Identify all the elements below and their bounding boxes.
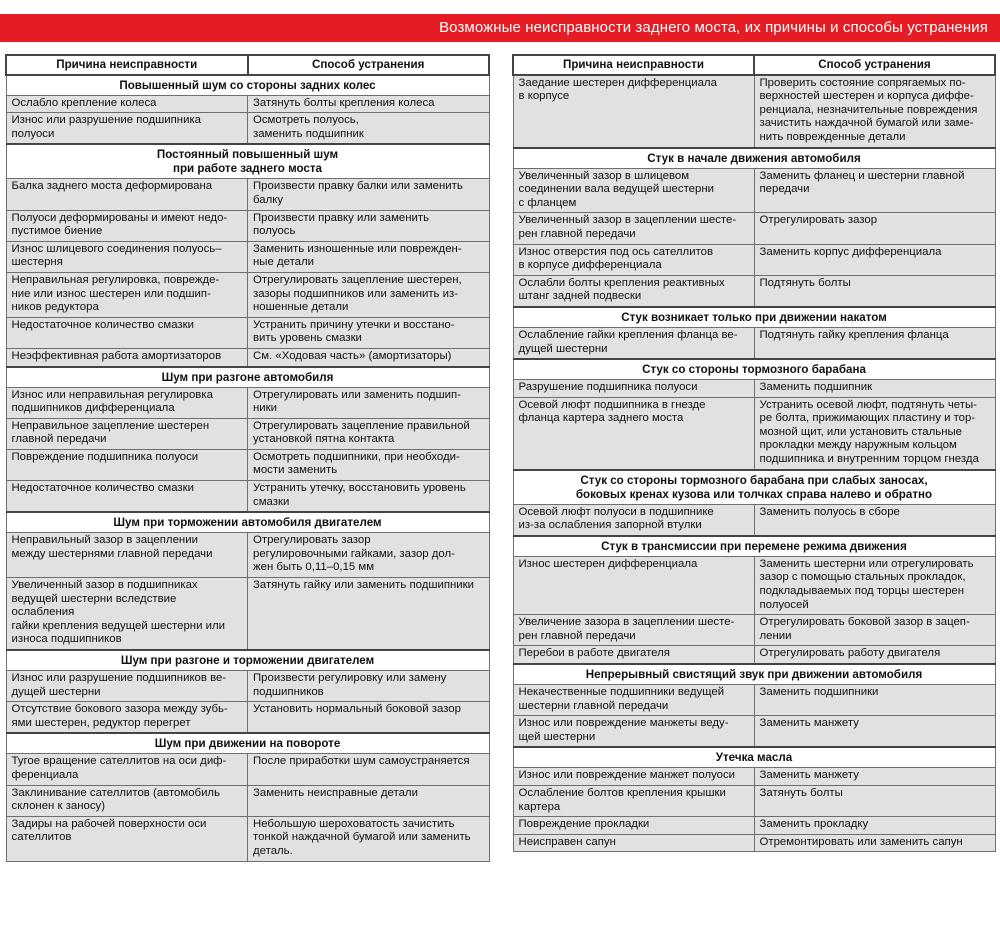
table-row — [6, 418, 489, 449]
fix-column-header: Способ устранения — [754, 55, 995, 75]
table-row — [513, 213, 995, 244]
cause-cell: Увеличенный зазор в подшипниках ведущей шестерни вследствие ослабления гайки крепления ведущей шестерни или износа подшипников — [6, 578, 248, 650]
fix-cell: Произвести правку или заменить полуось — [248, 210, 490, 241]
section-title-row — [6, 512, 489, 533]
fix-cell: Устранить осевой люфт, подтянуть четы- ре болта, прижимающих пластину и тор- мозной щит, или установить стальные прокладки между наружным кольцом подшипника и внутренним торцом гнезда — [754, 397, 995, 469]
cause-cell: Заедание шестерен дифференциала в корпусе — [513, 75, 754, 148]
section-title-row — [6, 650, 489, 671]
section-title-row — [6, 367, 489, 388]
cause-cell: Неправильный зазор в зацеплении между шестернями главной передачи — [6, 533, 248, 578]
table-row — [513, 275, 995, 307]
section-title-row — [513, 359, 995, 380]
fix-cell: Затянуть гайку или заменить подшипники — [248, 578, 490, 650]
fix-cell: Отрегулировать или заменить подшип- ники — [248, 387, 490, 418]
cause-cell: Задиры на рабочей поверхности оси сателлитов — [6, 816, 248, 861]
table-row — [513, 75, 995, 148]
section-title: Шум при разгоне автомобиля — [6, 367, 489, 388]
cause-cell: Разрушение подшипника полуоси — [513, 380, 754, 398]
cause-cell: Износ или разрушение подшипника полуоси — [6, 113, 248, 145]
fix-cell: Подтянуть гайку крепления фланца — [754, 327, 995, 359]
table-row — [513, 380, 995, 398]
fix-cell: Произвести правку балки или заменить балку — [248, 179, 490, 210]
section-title-row — [513, 664, 995, 685]
cause-cell: Недостаточное количество смазки — [6, 481, 248, 513]
table-row — [513, 327, 995, 359]
section-title: Утечка масла — [513, 747, 995, 768]
fix-cell: Заменить фланец и шестерни главной передачи — [754, 168, 995, 213]
section-title-row — [513, 307, 995, 328]
section-title-row — [6, 733, 489, 754]
section-title-row — [513, 148, 995, 169]
table-row — [513, 168, 995, 213]
cause-cell: Заклинивание сателлитов (автомобиль склонен к заносу) — [6, 785, 248, 816]
cause-cell: Ослабли болты крепления реактивных штанг задней подвески — [513, 275, 754, 307]
table-row — [6, 671, 489, 702]
table-row — [6, 816, 489, 861]
fix-cell: Устранить утечку, восстановить уровень смазки — [248, 481, 490, 513]
fix-cell: Осмотреть полуось, заменить подшипник — [248, 113, 490, 145]
section-title: Стук в начале движения автомобиля — [513, 148, 995, 169]
table-row — [6, 179, 489, 210]
fix-cell: Установить нормальный боковой зазор — [248, 702, 490, 734]
table-row — [6, 754, 489, 785]
section-title-row — [513, 470, 995, 505]
table-row — [6, 533, 489, 578]
cause-cell: Балка заднего моста деформирована — [6, 179, 248, 210]
cause-cell: Повреждение подшипника полуоси — [6, 449, 248, 480]
section-title: Стук со стороны тормозного барабана — [513, 359, 995, 380]
fix-cell: См. «Ходовая часть» (амортизаторы) — [248, 348, 490, 366]
cause-cell: Осевой люфт подшипника в гнезде фланца картера заднего моста — [513, 397, 754, 469]
table-row — [6, 702, 489, 734]
table-row — [6, 785, 489, 816]
cause-cell: Отсутствие бокового зазора между зубь- ями шестерен, редуктор перегрет — [6, 702, 248, 734]
section-title: Шум при движении на повороте — [6, 733, 489, 754]
fix-column-header: Способ устранения — [248, 55, 490, 75]
fix-cell: Заменить корпус дифференциала — [754, 244, 995, 275]
cause-cell: Увеличенный зазор в зацеплении шесте- рен главной передачи — [513, 213, 754, 244]
cause-cell: Полуоси деформированы и имеют недо- пустимое биение — [6, 210, 248, 241]
cause-cell: Увеличенный зазор в шлицевом соединении вала ведущей шестерни с фланцем — [513, 168, 754, 213]
fix-cell: Заменить манжету — [754, 716, 995, 748]
fix-cell: Отремонтировать или заменить сапун — [754, 834, 995, 852]
cause-cell: Износ или повреждение манжет полуоси — [513, 768, 754, 786]
fix-cell: Отрегулировать зацепление шестерен, зазоры подшипников или заменить из- ношенные детали — [248, 272, 490, 317]
table-row — [6, 210, 489, 241]
left-table-column — [5, 54, 490, 862]
section-title: Непрерывный свистящий звук при движении автомобиля — [513, 664, 995, 685]
cause-cell: Неправильная регулировка, поврежде- ние или износ шестерен или подшип- ников редуктора — [6, 272, 248, 317]
table-row — [513, 685, 995, 716]
section-title: Стук возникает только при движении накатом — [513, 307, 995, 328]
table-row — [6, 348, 489, 366]
section-title-row — [6, 144, 489, 179]
fix-cell: Затянуть болты — [754, 785, 995, 816]
table-row — [513, 646, 995, 664]
cause-cell: Некачественные подшипники ведущей шестерни главной передачи — [513, 685, 754, 716]
fix-cell: Небольшую шероховатость зачистить тонкой наждачной бумагой или заменить деталь. — [248, 816, 490, 861]
section-title-row — [513, 747, 995, 768]
table-row — [513, 504, 995, 536]
cause-cell: Износ шлицевого соединения полуось– шестерня — [6, 241, 248, 272]
table-row — [513, 768, 995, 786]
fix-cell: После приработки шум самоустраняется — [248, 754, 490, 785]
page-title-banner: Возможные неисправности заднего моста, их причины и способы устранения — [0, 14, 1000, 42]
cause-cell: Неисправен сапун — [513, 834, 754, 852]
left-table-body — [6, 75, 489, 861]
cause-cell: Износ отверстия под ось сателлитов в корпусе дифференциала — [513, 244, 754, 275]
right-table-body — [513, 75, 995, 852]
cause-column-header: Причина неисправности — [6, 55, 248, 75]
right-header-row — [513, 55, 995, 75]
right-fault-table — [512, 54, 996, 852]
right-table-column — [512, 54, 996, 852]
table-row — [6, 113, 489, 145]
left-header-row — [6, 55, 489, 75]
cause-cell: Износ шестерен дифференциала — [513, 556, 754, 614]
cause-cell: Ослабление гайки крепления фланца ве- дущей шестерни — [513, 327, 754, 359]
section-title: Постоянный повышенный шум при работе заднего моста — [6, 144, 489, 179]
cause-column-header: Причина неисправности — [513, 55, 754, 75]
table-row — [6, 387, 489, 418]
table-row — [6, 241, 489, 272]
table-row — [513, 556, 995, 614]
fix-cell: Заменить подшипники — [754, 685, 995, 716]
fix-cell: Осмотреть подшипники, при необходи- мости заменить — [248, 449, 490, 480]
cause-cell: Ослабление болтов крепления крышки картера — [513, 785, 754, 816]
table-row — [513, 244, 995, 275]
section-title: Стук со стороны тормозного барабана при слабых заносах, боковых кренах кузова или толчках справа налево и обратно — [513, 470, 995, 505]
table-row — [513, 716, 995, 748]
fix-cell: Отрегулировать зацепление правильной установкой пятна контакта — [248, 418, 490, 449]
fix-cell: Проверить состояние сопрягаемых по- верхностей шестерен и корпуса диффе- ренциала, незначительные повреждения зачистить наждачной бумагой или заме- нить поврежденные детали — [754, 75, 995, 148]
fix-cell: Заменить манжету — [754, 768, 995, 786]
table-row — [6, 449, 489, 480]
cause-cell: Неправильное зацепление шестерен главной передачи — [6, 418, 248, 449]
table-row — [6, 317, 489, 348]
cause-cell: Износ или разрушение подшипников ве- дущей шестерни — [6, 671, 248, 702]
section-title: Шум при торможении автомобиля двигателем — [6, 512, 489, 533]
left-fault-table — [5, 54, 490, 862]
cause-cell: Перебои в работе двигателя — [513, 646, 754, 664]
table-row — [6, 272, 489, 317]
table-row — [513, 397, 995, 469]
fix-cell: Отрегулировать зазор — [754, 213, 995, 244]
fix-cell: Устранить причину утечки и восстано- вить уровень смазки — [248, 317, 490, 348]
table-row — [6, 481, 489, 513]
table-row — [513, 817, 995, 835]
cause-cell: Ослабло крепление колеса — [6, 95, 248, 113]
cause-cell: Неэффективная работа амортизаторов — [6, 348, 248, 366]
table-row — [513, 834, 995, 852]
section-title: Шум при разгоне и торможении двигателем — [6, 650, 489, 671]
table-row — [6, 578, 489, 650]
fix-cell: Заменить изношенные или поврежден- ные детали — [248, 241, 490, 272]
section-title-row — [6, 75, 489, 96]
cause-cell: Недостаточное количество смазки — [6, 317, 248, 348]
cause-cell: Осевой люфт полуоси в подшипнике из-за ослабления запорной втулки — [513, 504, 754, 536]
cause-cell: Увеличение зазора в зацеплении шесте- рен главной передачи — [513, 615, 754, 646]
fix-cell: Заменить прокладку — [754, 817, 995, 835]
cause-cell: Износ или неправильная регулировка подшипников дифференциала — [6, 387, 248, 418]
cause-cell: Повреждение прокладки — [513, 817, 754, 835]
fix-cell: Произвести регулировку или замену подшипников — [248, 671, 490, 702]
section-title-row — [513, 536, 995, 557]
cause-cell: Износ или повреждение манжеты веду- щей шестерни — [513, 716, 754, 748]
fix-cell: Подтянуть болты — [754, 275, 995, 307]
fix-cell: Заменить подшипник — [754, 380, 995, 398]
table-row — [6, 95, 489, 113]
fix-cell: Заменить неисправные детали — [248, 785, 490, 816]
fix-cell: Отрегулировать зазор регулировочными гайками, зазор дол- жен быть 0,11–0,15 мм — [248, 533, 490, 578]
fix-cell: Отрегулировать работу двигателя — [754, 646, 995, 664]
fix-cell: Заменить шестерни или отрегулировать зазор с помощью стальных прокладок, подкладываемых под торцы шестерен полуосей — [754, 556, 995, 614]
fix-cell: Отрегулировать боковой зазор в зацеп- лении — [754, 615, 995, 646]
table-row — [513, 615, 995, 646]
section-title: Стук в трансмиссии при перемене режима движения — [513, 536, 995, 557]
fix-cell: Затянуть болты крепления колеса — [248, 95, 490, 113]
section-title: Повышенный шум со стороны задних колес — [6, 75, 489, 96]
cause-cell: Тугое вращение сателлитов на оси диф- ференциала — [6, 754, 248, 785]
fix-cell: Заменить полуось в сборе — [754, 504, 995, 536]
table-row — [513, 785, 995, 816]
